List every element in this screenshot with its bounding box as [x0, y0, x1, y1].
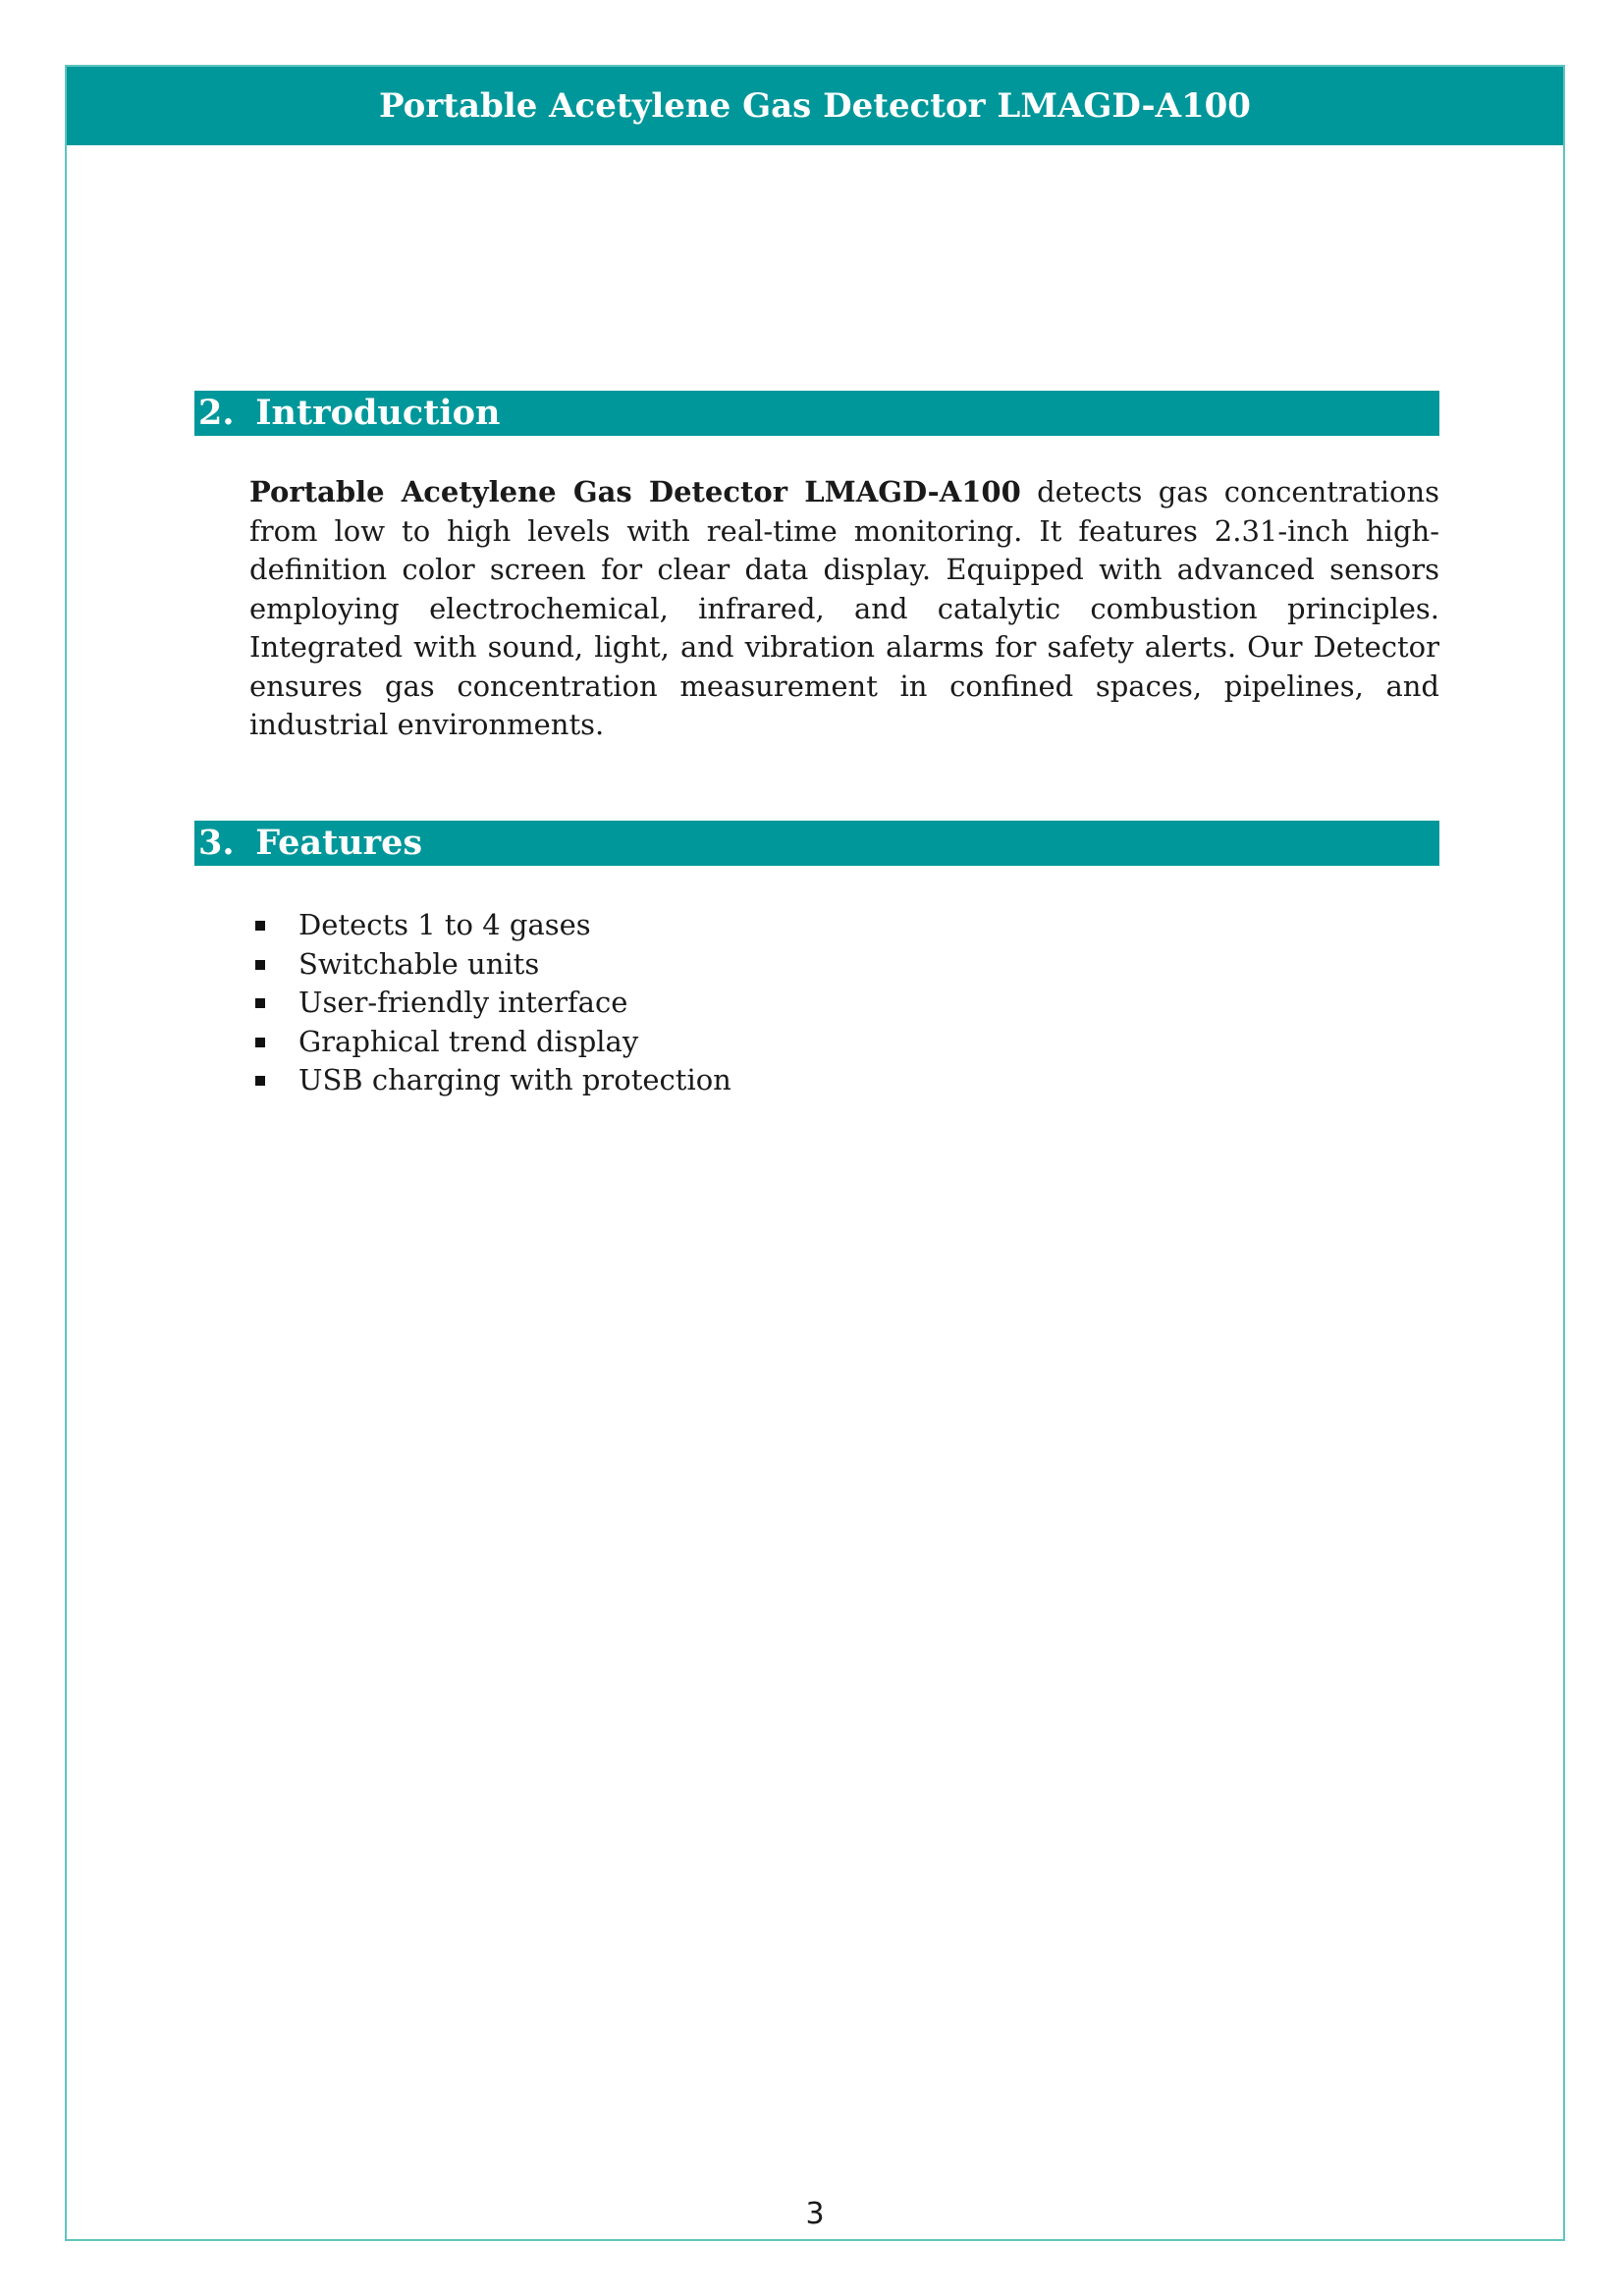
list-item: USB charging with protection: [249, 1061, 731, 1100]
list-item: Graphical trend display: [249, 1023, 731, 1062]
section-number: 2.: [198, 393, 235, 433]
square-bullet-icon: [255, 1038, 265, 1047]
list-item: User-friendly interface: [249, 984, 731, 1023]
section-heading-features: [194, 821, 1439, 866]
document-title: Portable Acetylene Gas Detector LMAGD-A100: [379, 86, 1251, 126]
introduction-body: detects gas concentrations from low to high levels with real-time monitoring. It features 2.31-inch high-definition color screen for clear data display. Equipped with advanced sensors employing electrochemical, infrared, and catalytic combustion principles. Integrated with sound, light, and vibration alarms for safety alerts. Our Detector ensures gas concentration measurement in confined spaces, pipelines, and industrial environments.: [249, 475, 1440, 741]
document-header: [67, 67, 1563, 145]
page-frame: [65, 65, 1565, 2241]
page-number: 3: [805, 2197, 825, 2231]
list-item: Switchable units: [249, 945, 731, 985]
section-title: Introduction: [255, 393, 501, 433]
square-bullet-icon: [255, 998, 265, 1008]
square-bullet-icon: [255, 1076, 265, 1086]
section-number: 3.: [198, 823, 235, 863]
list-item: Detects 1 to 4 gases: [249, 906, 731, 945]
product-name-bold: Portable Acetylene Gas Detector LMAGD-A100: [249, 475, 1021, 508]
section-title: Features: [255, 823, 423, 863]
feature-list: [249, 906, 731, 1100]
introduction-paragraph: [249, 473, 1439, 745]
square-bullet-icon: [255, 960, 265, 970]
section-heading-introduction: [194, 391, 1439, 436]
square-bullet-icon: [255, 921, 265, 931]
